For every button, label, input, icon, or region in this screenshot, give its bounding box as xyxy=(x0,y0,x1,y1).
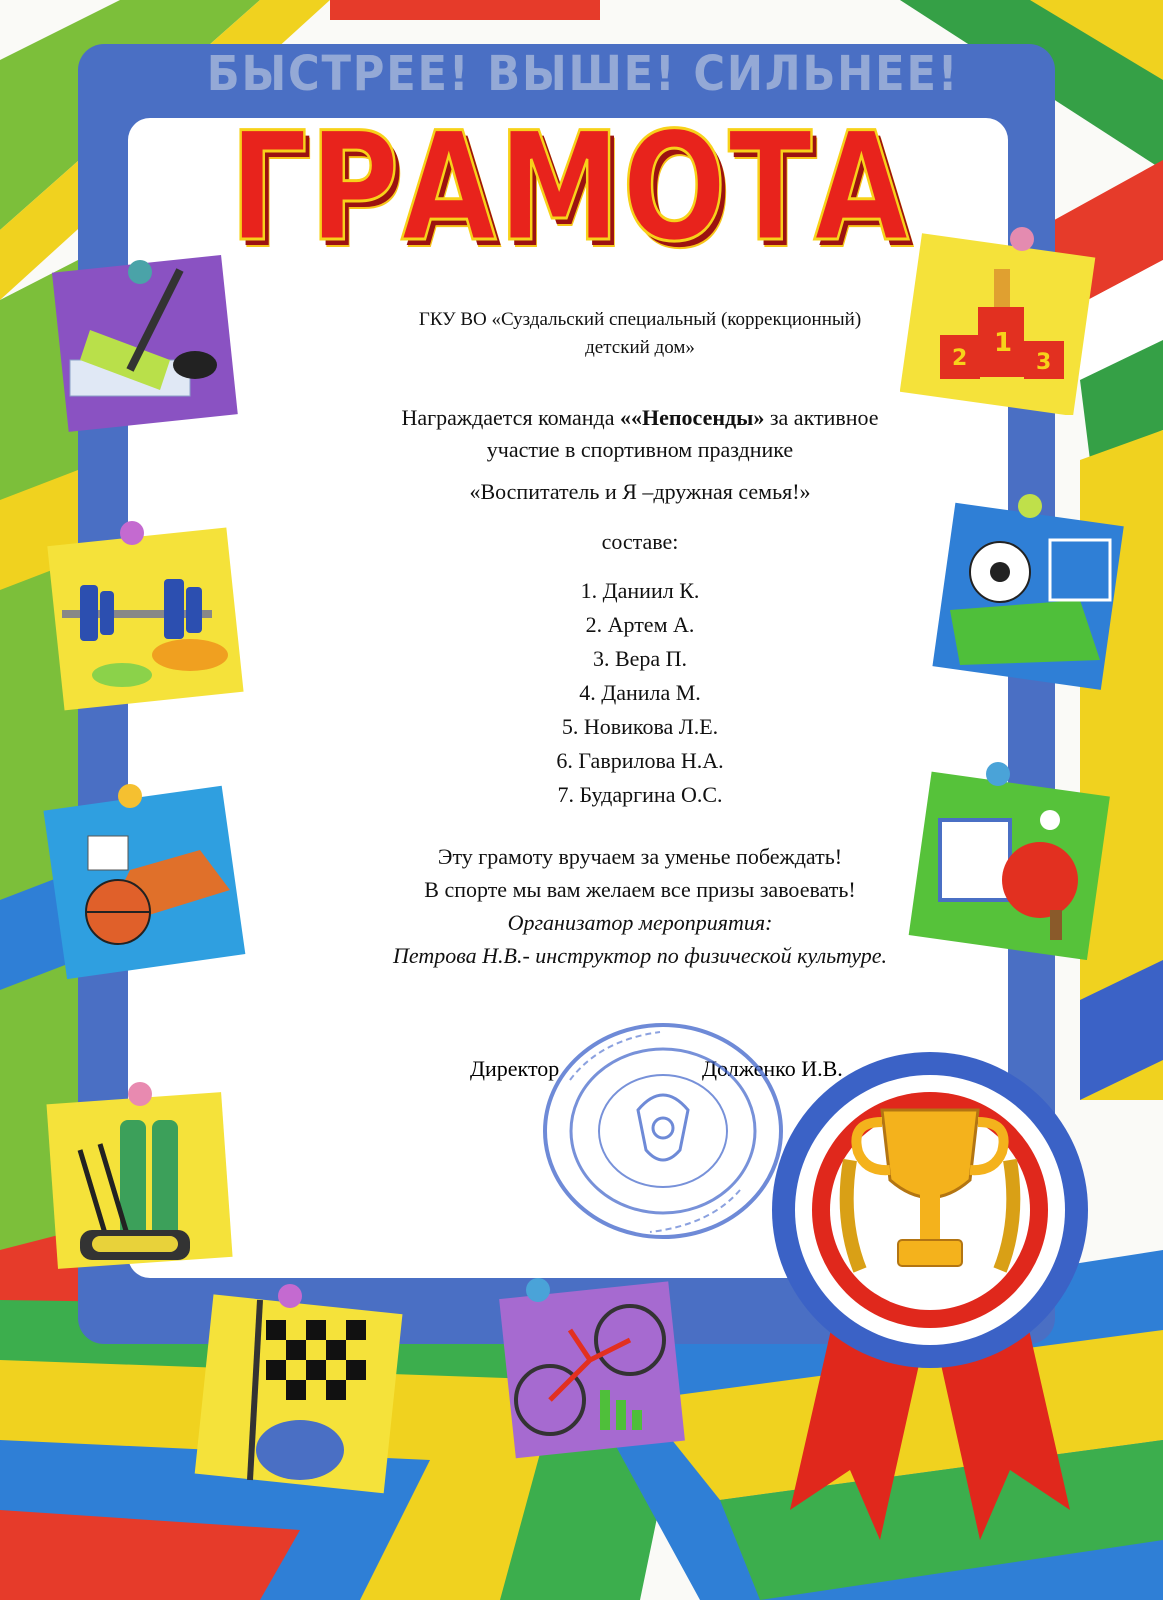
svg-text:2: 2 xyxy=(952,346,968,371)
motto: БЫСТРЕЕ! ВЫШЕ! СИЛЬНЕЕ! xyxy=(206,46,960,102)
event-name: «Воспитатель и Я –дружная семья!» xyxy=(469,479,811,504)
official-stamp xyxy=(540,1020,786,1242)
cycling-sticker xyxy=(490,1260,690,1460)
members-list xyxy=(300,574,980,812)
wish-text xyxy=(300,840,980,906)
certificate-content xyxy=(300,306,980,972)
award-prefix: Награждается команда xyxy=(401,405,620,430)
hockey-sticker xyxy=(40,250,240,440)
basketball-sticker xyxy=(40,780,250,980)
weights-sticker xyxy=(40,515,250,715)
list-item: 6. Гаврилова Н.А. xyxy=(556,748,724,773)
organization-line-2: детский дом» xyxy=(585,337,695,358)
list-item: 4. Данила М. xyxy=(579,680,701,705)
svg-text:3: 3 xyxy=(1036,350,1052,375)
list-item: 1. Даниил К. xyxy=(580,578,700,603)
list-item: 7. Бударгина О.С. xyxy=(557,782,723,807)
wish-line-2: В спорте мы вам желаем все призы завоевать! xyxy=(424,877,856,902)
racing-flag-sticker xyxy=(180,1280,420,1500)
signature-name: Долженко И.В. xyxy=(702,1056,843,1081)
award-line-2: участие в спортивном празднике xyxy=(486,437,794,462)
list-item: 3. Вера П. xyxy=(592,646,688,671)
list-item: 2. Артем А. xyxy=(585,612,695,637)
trophy-rosette xyxy=(770,1040,1090,1560)
organizer-name: Петрова Н.В.- инструктор по физической культуре. xyxy=(393,943,887,968)
organizer-label: Организатор мероприятия: xyxy=(507,910,773,935)
team-name: ««Непосенды» xyxy=(620,405,765,430)
award-suffix: за активное xyxy=(764,405,879,430)
skiing-sticker xyxy=(40,1080,240,1280)
composition-label: составе: xyxy=(601,529,679,554)
list-item: 5. Новикова Л.Е. xyxy=(561,714,719,739)
certificate-title: ГРАМОТА xyxy=(229,101,911,275)
organization-line-1: ГКУ ВО «Суздальский специальный (коррекционный) xyxy=(418,309,862,330)
svg-text:1: 1 xyxy=(994,328,1013,358)
award-text xyxy=(300,402,980,466)
wish-line-1: Эту грамоту вручаем за уменье побеждать! xyxy=(437,844,843,869)
signature-role: Директор xyxy=(470,1056,560,1081)
